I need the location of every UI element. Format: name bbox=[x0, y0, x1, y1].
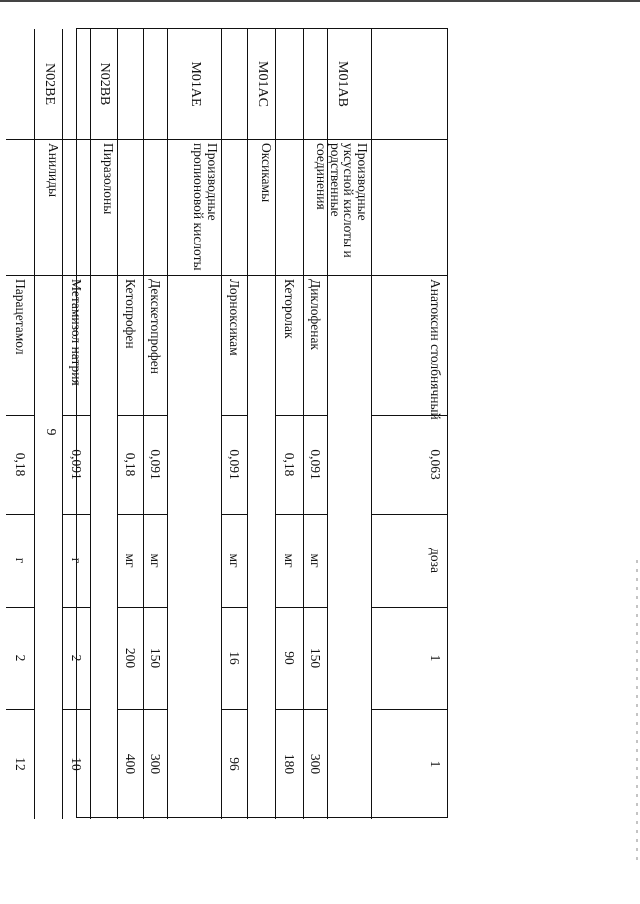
single-dose-cell: 2 bbox=[13, 654, 28, 662]
drug-group-cell: Оксикамы bbox=[259, 143, 274, 203]
dose-unit-cell: мг bbox=[282, 553, 298, 568]
atc-code-cell: M01AC bbox=[255, 61, 270, 107]
column-divider bbox=[118, 139, 144, 140]
coefficient-cell: 0,18 bbox=[282, 452, 298, 477]
course-dose-cell: 10 bbox=[69, 757, 85, 771]
coefficient-cell: 0,091 bbox=[308, 449, 324, 480]
top-edge-rule bbox=[0, 0, 640, 2]
header-dose-unit-cell: доза bbox=[428, 548, 443, 573]
column-divider bbox=[372, 139, 447, 140]
column-divider bbox=[276, 139, 304, 140]
drug-name-cell: Диклофенак bbox=[308, 279, 324, 350]
drug-name-cell: Кеторолак bbox=[282, 279, 298, 339]
course-dose-cell: 400 bbox=[123, 753, 139, 775]
single-dose-cell: 2 bbox=[69, 654, 85, 662]
column-divider bbox=[63, 139, 91, 140]
page-number: 9 bbox=[43, 428, 58, 436]
coefficient-cell: 0,18 bbox=[13, 452, 28, 477]
course-dose-cell: 96 bbox=[227, 757, 243, 771]
course-dose-cell: 180 bbox=[282, 753, 298, 775]
drug-table-grid bbox=[13, 28, 448, 818]
atc-code-cell: M01AB bbox=[335, 61, 350, 107]
course-dose-cell: 12 bbox=[13, 757, 28, 771]
dose-unit-cell: мг bbox=[148, 553, 164, 568]
column-divider bbox=[304, 139, 328, 140]
atc-code-cell: N02BE bbox=[42, 63, 57, 105]
header-coefficient-cell: 0,063 bbox=[428, 449, 443, 480]
column-divider bbox=[144, 139, 168, 140]
coefficient-cell: 0,091 bbox=[148, 449, 164, 480]
drug-group-cell: Производные пропионовой кислоты bbox=[191, 143, 220, 271]
coefficient-cell: 0,091 bbox=[69, 449, 85, 480]
single-dose-cell: 16 bbox=[227, 651, 243, 665]
column-divider bbox=[328, 275, 372, 276]
column-divider bbox=[6, 139, 35, 140]
scan-artifact bbox=[636, 560, 638, 860]
coefficient-cell: 0,091 bbox=[227, 449, 243, 480]
dose-unit-cell: г bbox=[13, 557, 28, 564]
atc-code-cell: N02BB bbox=[97, 62, 113, 106]
dose-unit-cell: мг bbox=[123, 553, 139, 568]
single-dose-cell: 150 bbox=[308, 647, 324, 669]
dose-unit-cell: мг bbox=[227, 553, 243, 568]
drug-group-cell: Пиразолоны bbox=[101, 143, 116, 215]
drug-name-cell: Кетопрофен bbox=[123, 279, 139, 349]
single-dose-cell: 90 bbox=[282, 651, 298, 665]
column-divider bbox=[248, 275, 276, 276]
drug-name-cell: Декскетопрофен bbox=[148, 279, 164, 374]
column-divider bbox=[91, 275, 118, 276]
drug-group-cell: Производные уксусной кислоты и родственные соединения bbox=[314, 143, 370, 258]
header-course-dose-cell: 1 bbox=[428, 760, 443, 768]
atc-code-cell: M01AE bbox=[188, 61, 203, 107]
header-drug-name-cell: Анатоксин столбнячный bbox=[428, 279, 443, 420]
dose-unit-cell: мг bbox=[308, 553, 324, 568]
column-divider bbox=[222, 139, 248, 140]
dose-unit-cell: г bbox=[69, 557, 85, 564]
coefficient-cell: 0,18 bbox=[123, 452, 139, 477]
drug-name-cell: Лорноксикам bbox=[227, 279, 243, 356]
column-divider bbox=[168, 275, 222, 276]
column-divider bbox=[35, 275, 63, 276]
course-dose-cell: 300 bbox=[148, 753, 164, 775]
single-dose-cell: 150 bbox=[148, 647, 164, 669]
course-dose-cell: 300 bbox=[308, 753, 324, 775]
single-dose-cell: 200 bbox=[123, 647, 139, 669]
drug-name-cell: Метамизол натрия bbox=[69, 279, 85, 386]
rotated-table bbox=[13, 28, 448, 818]
header-single-dose-cell: 1 bbox=[428, 654, 443, 662]
drug-group-cell: Анилиды bbox=[46, 143, 61, 198]
drug-name-cell: Парацетамол bbox=[13, 279, 28, 355]
